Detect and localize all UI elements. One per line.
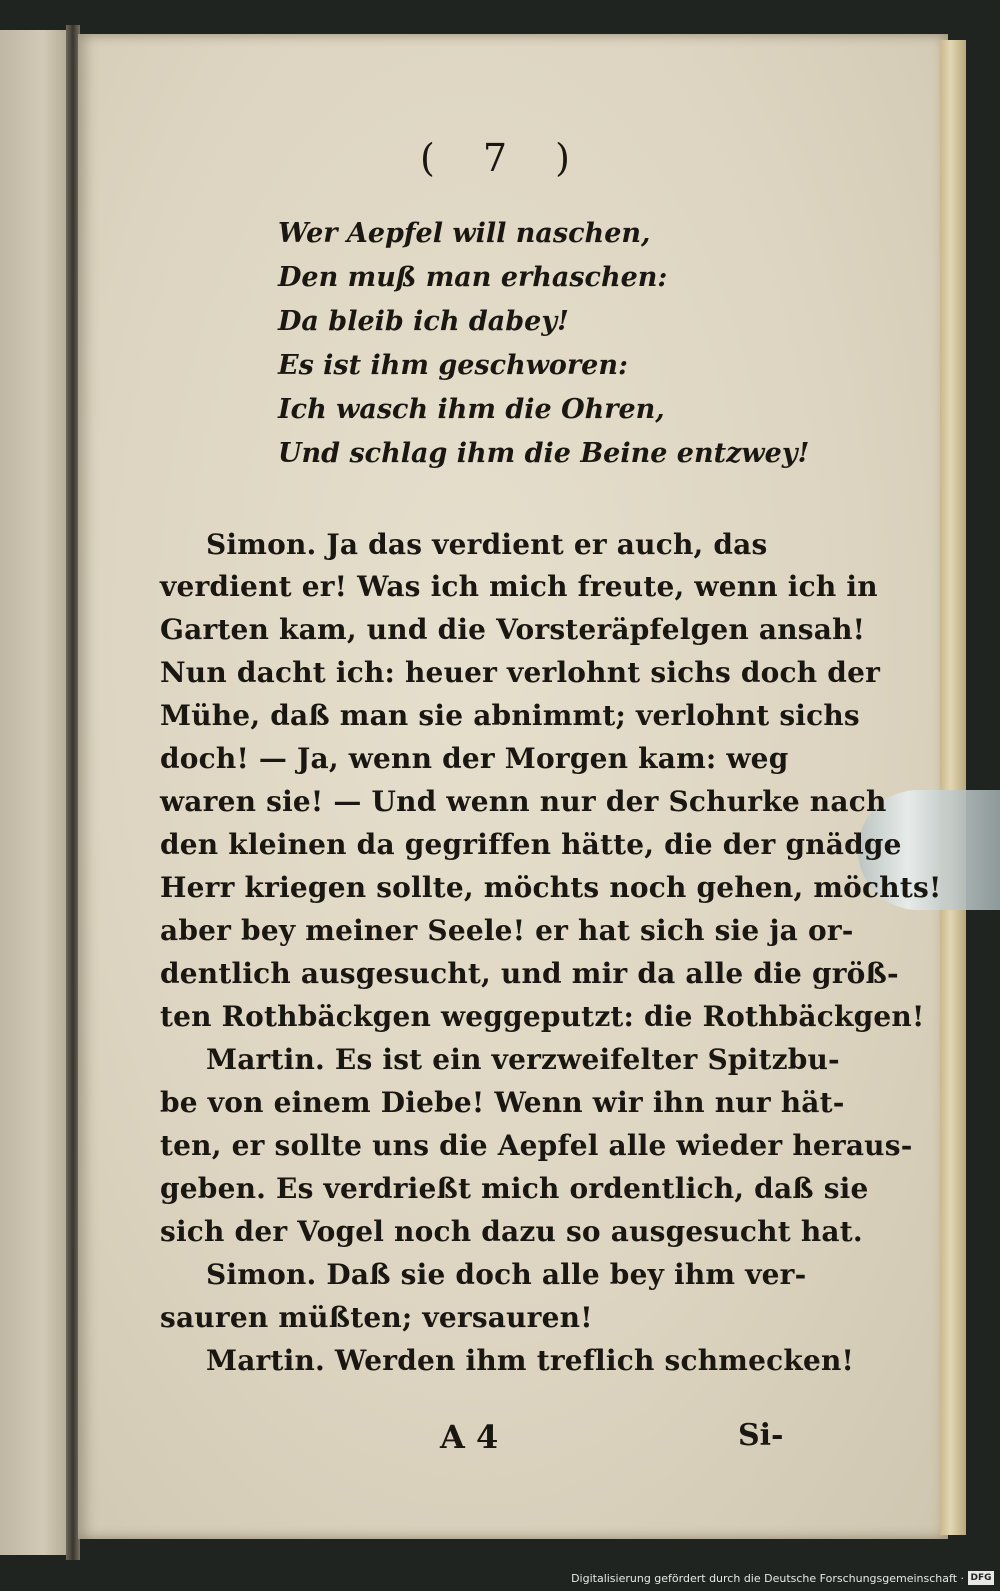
verse-line: Es ist ihm geschworen: <box>278 350 628 381</box>
prose-line: Mühe, daß man sie abnimmt; verlohnt sichs <box>160 699 860 732</box>
prose-line: Garten kam, und die Vorsteräpfelgen ansah! <box>160 613 866 646</box>
prose-line: verdient er! Was ich mich freute, wenn ich in <box>160 570 878 603</box>
verse-line: Den muß man erhaschen: <box>278 262 668 293</box>
prose-line: Herr kriegen sollte, möchts noch gehen, möchts! <box>160 871 942 904</box>
signature-mark: A 4 <box>440 1418 499 1456</box>
page-edge <box>940 40 966 1535</box>
prose-line: Simon. Daß sie doch alle bey ihm ver- <box>206 1258 807 1291</box>
prose-line: geben. Es verdrießt mich ordentlich, daß sie <box>160 1172 869 1205</box>
prose-line: Martin. Es ist ein verzweifelter Spitzbu- <box>206 1043 840 1076</box>
prose-line: doch! — Ja, wenn der Morgen kam: weg <box>160 742 789 775</box>
dfg-logo-icon: DFG <box>968 1571 994 1585</box>
prose-line: Simon. Ja das verdient er auch, das <box>206 528 768 561</box>
prose-line: Martin. Werden ihm treflich schmecken! <box>206 1344 855 1377</box>
verse-line: Da bleib ich dabey! <box>278 306 569 337</box>
prose-line: waren sie! — Und wenn nur der Schurke nach <box>160 785 887 818</box>
verse-line: Und schlag ihm die Beine entzwey! <box>278 438 810 469</box>
prose-line: ten, er sollte uns die Aepfel alle wieder heraus- <box>160 1129 913 1162</box>
verse-line: Ich wasch ihm die Ohren, <box>278 394 665 425</box>
prose-line: be von einem Diebe! Wenn wir ihn nur hät- <box>160 1086 845 1119</box>
prose-line: sauren müßten; versauren! <box>160 1301 593 1334</box>
prose-line: den kleinen da gegriffen hätte, die der gnädge <box>160 828 902 861</box>
prose-line: sich der Vogel noch dazu so ausgesucht hat. <box>160 1215 863 1248</box>
prose-line: Nun dacht ich: heuer verlohnt sichs doch der <box>160 656 881 689</box>
page-number: ( 7 ) <box>420 136 588 180</box>
verse-line: Wer Aepfel will naschen, <box>278 218 651 249</box>
prose-line: ten Rothbäckgen weggeputzt: die Rothbäckgen! <box>160 1000 925 1033</box>
prose-line: dentlich ausgesucht, und mir da alle die größ- <box>160 957 899 990</box>
digitization-credit: Digitalisierung gefördert durch die Deutsche Forschungsgemeinschaft · <box>571 1572 964 1585</box>
catchword: Si- <box>738 1418 784 1453</box>
facing-page <box>0 30 72 1555</box>
prose-line: aber bey meiner Seele! er hat sich sie ja or- <box>160 914 854 947</box>
